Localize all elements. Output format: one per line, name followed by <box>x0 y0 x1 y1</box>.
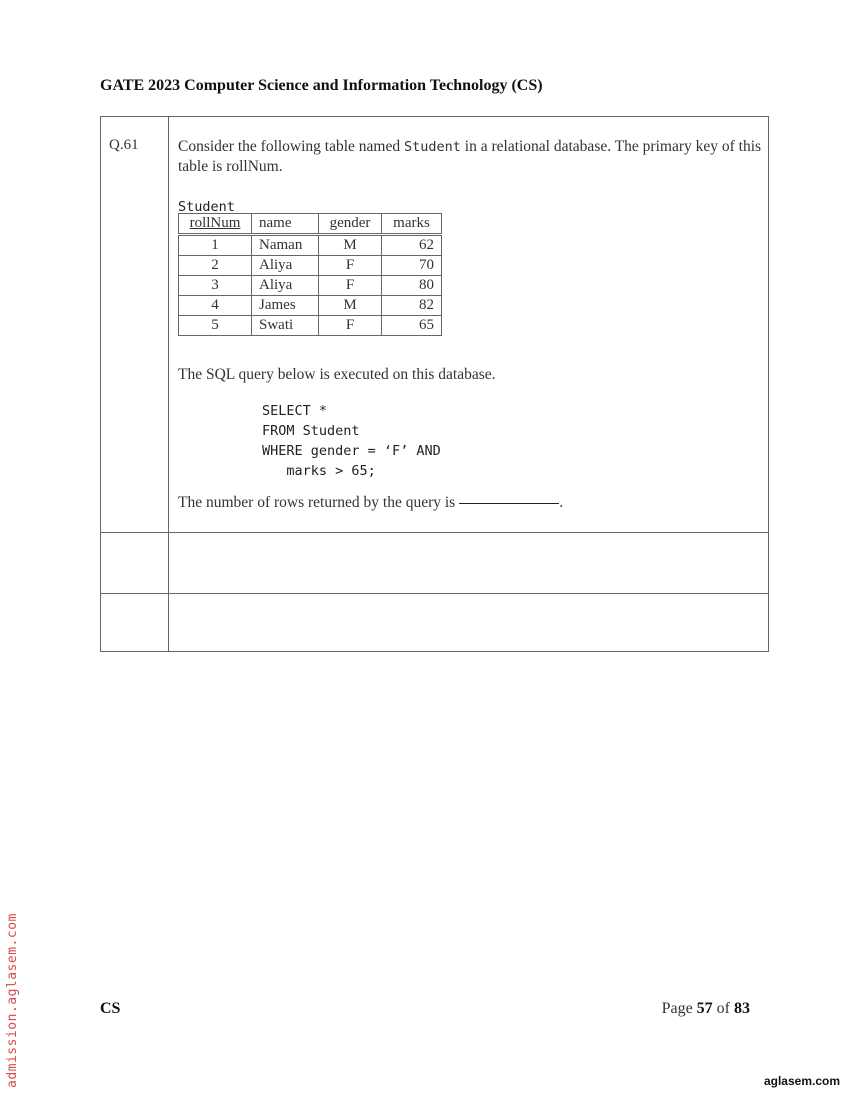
sql-intro-text: The SQL query below is executed on this database. <box>178 366 496 383</box>
sql-line: SELECT * <box>262 403 328 419</box>
empty-row <box>101 533 768 594</box>
cell-marks: 70 <box>382 256 442 276</box>
cell-gender: M <box>319 296 382 316</box>
cell-name: Aliya <box>252 276 319 296</box>
question-intro-part2: in a relational database. The primary key of this table is rollNum. <box>178 138 762 175</box>
table-header-row <box>179 214 442 235</box>
cell-name: James <box>252 296 319 316</box>
table-row <box>179 296 442 316</box>
cell-rollnum: 5 <box>179 316 252 336</box>
student-table <box>178 213 442 336</box>
table-row <box>179 235 442 256</box>
cell-marks: 62 <box>382 235 442 256</box>
primary-key-label: rollNum <box>189 215 241 231</box>
brand-watermark: aglasem.com <box>763 1074 840 1088</box>
cell-marks: 80 <box>382 276 442 296</box>
table-row <box>179 316 442 336</box>
question-row <box>101 117 768 533</box>
table-row <box>179 276 442 296</box>
answer-prompt: The number of rows returned by the query is <box>178 494 456 511</box>
column-header-name: name <box>252 214 319 235</box>
cell-name: Swati <box>252 316 319 336</box>
cell-rollnum: 3 <box>179 276 252 296</box>
sql-line: WHERE gender = ‘F’ AND <box>262 443 441 459</box>
footer-page-number <box>662 1000 750 1018</box>
sql-query <box>262 401 441 481</box>
footer-subject: CS <box>100 1000 121 1017</box>
column-header-marks: marks <box>382 214 442 235</box>
cell-rollnum: 4 <box>179 296 252 316</box>
page-header-title: GATE 2023 Computer Science and Information Technology (CS) <box>100 77 543 94</box>
question-box <box>100 116 769 652</box>
cell-rollnum: 1 <box>179 235 252 256</box>
cell-name: Naman <box>252 235 319 256</box>
question-number: Q.61 <box>109 137 139 153</box>
vertical-watermark: admission.aglasem.com <box>5 913 20 1088</box>
page-current: 57 <box>696 1000 713 1017</box>
sql-line: FROM Student <box>262 423 360 439</box>
cell-gender: F <box>319 316 382 336</box>
page-of: of <box>712 1000 734 1017</box>
cell-rollnum: 2 <box>179 256 252 276</box>
answer-suffix: . <box>559 494 564 511</box>
cell-gender: M <box>319 235 382 256</box>
answer-blank <box>459 503 559 504</box>
question-intro <box>178 137 766 177</box>
question-intro-part1: Consider the following table named <box>178 138 404 155</box>
column-header-gender: gender <box>319 214 382 235</box>
cell-marks: 82 <box>382 296 442 316</box>
cell-marks: 65 <box>382 316 442 336</box>
answer-prompt-line <box>178 494 563 512</box>
page-prefix: Page <box>661 1000 697 1017</box>
cell-gender: F <box>319 276 382 296</box>
table-caption: Student <box>178 199 235 215</box>
empty-row <box>101 594 768 652</box>
table-row <box>179 256 442 276</box>
cell-gender: F <box>319 256 382 276</box>
page-total: 83 <box>734 1000 750 1017</box>
question-intro-table-name: Student <box>404 139 461 155</box>
column-header-rollnum <box>179 214 252 235</box>
sql-line: marks > 65; <box>262 463 376 479</box>
cell-name: Aliya <box>252 256 319 276</box>
